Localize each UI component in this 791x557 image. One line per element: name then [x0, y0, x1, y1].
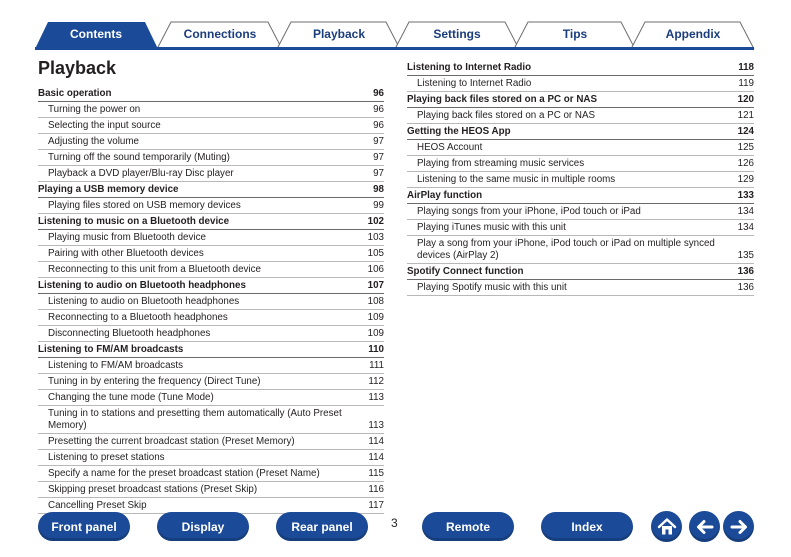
- toc-section-heading[interactable]: [407, 188, 754, 204]
- toc-entry-page: 102: [367, 215, 384, 227]
- toc-section-heading[interactable]: [38, 86, 384, 102]
- toc-entry-page: 105: [367, 247, 384, 259]
- toc-entry[interactable]: [407, 172, 754, 188]
- toc-entry[interactable]: [38, 390, 384, 406]
- toc-entry-page: 97: [373, 151, 384, 163]
- page-number: 3: [391, 516, 398, 530]
- toc-entry[interactable]: [38, 198, 384, 214]
- toc-entry[interactable]: [407, 156, 754, 172]
- toc-entry-page: 108: [367, 295, 384, 307]
- toc-entry[interactable]: [407, 204, 754, 220]
- toc-entry[interactable]: [407, 108, 754, 124]
- forward-button[interactable]: [723, 511, 754, 542]
- toc-entry[interactable]: [407, 140, 754, 156]
- toc-entry-title: Playing from streaming music services: [417, 157, 585, 169]
- toc-entry-title: Changing the tune mode (Tune Mode): [48, 391, 214, 403]
- toc-entry-title: Playing back files stored on a PC or NAS: [407, 93, 598, 105]
- toc-entry-page: 112: [368, 375, 384, 387]
- toc-entry-page: 135: [737, 249, 754, 261]
- toc-entry-title: Reconnecting to this unit from a Bluetooth device: [48, 263, 261, 275]
- toc-entry-title: Getting the HEOS App: [407, 125, 511, 137]
- toc-entry[interactable]: [38, 230, 384, 246]
- toc-entry-page: 116: [368, 483, 384, 495]
- toc-section-heading[interactable]: [407, 60, 754, 76]
- front-panel-button[interactable]: Front panel: [38, 512, 130, 541]
- toc-entry-page: 115: [368, 467, 384, 479]
- toc-entry-title: Listening to music on a Bluetooth device: [38, 215, 230, 227]
- toc-entry-title: Listening to the same music in multiple rooms: [417, 173, 616, 185]
- tab-bar: [0, 0, 791, 52]
- back-button[interactable]: [689, 511, 720, 542]
- toc-section-heading[interactable]: [38, 342, 384, 358]
- toc-entry-title: Playing songs from your iPhone, iPod touch or iPad: [417, 205, 641, 217]
- toc-left-column: [38, 86, 384, 514]
- toc-entry-title: Playing back files stored on a PC or NAS: [417, 109, 596, 121]
- toc-entry-title: Turning the power on: [48, 103, 141, 115]
- tab-connections[interactable]: Connections: [183, 27, 257, 41]
- toc-entry-page: 125: [737, 141, 754, 153]
- toc-entry[interactable]: [38, 246, 384, 262]
- toc-entry-title: Listening to FM/AM broadcasts: [48, 359, 184, 371]
- toc-entry-title: Listening to audio on Bluetooth headphones: [38, 279, 246, 291]
- toc-entry[interactable]: [38, 294, 384, 310]
- toc-entry-page: 114: [368, 451, 384, 463]
- toc-section-heading[interactable]: [38, 214, 384, 230]
- toc-entry-title: Tuning in by entering the frequency (Direct Tune): [48, 375, 261, 387]
- toc-entry-page: 113: [368, 419, 384, 431]
- toc-entry-page: 113: [368, 391, 384, 403]
- tab-contents[interactable]: Contents: [70, 27, 122, 41]
- toc-entry[interactable]: [38, 118, 384, 134]
- toc-section-heading[interactable]: [407, 264, 754, 280]
- tab-appendix[interactable]: Appendix: [665, 27, 721, 41]
- toc-entry[interactable]: [407, 280, 754, 296]
- home-icon: [656, 516, 678, 538]
- toc-entry-page: 106: [367, 263, 384, 275]
- tab-tips[interactable]: Tips: [562, 27, 588, 41]
- toc-entry[interactable]: [38, 466, 384, 482]
- tab-bar-shapes: [0, 0, 791, 52]
- toc-entry-page: 124: [737, 125, 754, 137]
- toc-entry[interactable]: [38, 406, 384, 434]
- toc-entry-title: Playing a USB memory device: [38, 183, 179, 195]
- toc-entry[interactable]: [38, 310, 384, 326]
- toc-entry[interactable]: [38, 358, 384, 374]
- forward-arrow-icon: [728, 516, 750, 538]
- toc-right-column: [407, 60, 754, 296]
- toc-entry-page: 121: [737, 109, 754, 121]
- tab-settings[interactable]: Settings: [433, 27, 481, 41]
- toc-entry-page: 119: [738, 77, 754, 89]
- toc-entry-title: Spotify Connect function: [407, 265, 524, 277]
- toc-entry-page: 96: [373, 87, 384, 99]
- toc-entry-page: 129: [737, 173, 754, 185]
- back-arrow-icon: [694, 516, 716, 538]
- toc-entry-title: Presetting the current broadcast station (Preset Memory): [48, 435, 295, 447]
- toc-entry-title: Listening to preset stations: [48, 451, 165, 463]
- toc-entry-page: 103: [367, 231, 384, 243]
- toc-entry-page: 114: [368, 435, 384, 447]
- page-title: Playback: [38, 58, 117, 78]
- tab-playback[interactable]: Playback: [312, 27, 366, 41]
- toc-entry-title: Tuning in to stations and presetting them automatically (Auto Preset Memory): [48, 407, 342, 431]
- toc-entry-page: 97: [373, 135, 384, 147]
- toc-entry-page: 111: [369, 359, 384, 371]
- toc-entry-title: Playing Spotify music with this unit: [417, 281, 567, 293]
- index-button[interactable]: Index: [541, 512, 633, 541]
- toc-entry-page: 126: [737, 157, 754, 169]
- toc-entry[interactable]: [38, 134, 384, 150]
- toc-entry-title: Reconnecting to a Bluetooth headphones: [48, 311, 228, 323]
- toc-entry-page: 97: [373, 167, 384, 179]
- toc-entry-title: AirPlay function: [407, 189, 483, 201]
- toc-entry-page: 120: [737, 93, 754, 105]
- remote-button[interactable]: Remote: [422, 512, 514, 541]
- toc-entry[interactable]: [38, 434, 384, 450]
- toc-entry-page: 133: [737, 189, 754, 201]
- toc-entry-page: 99: [373, 199, 384, 211]
- toc-entry-title: Cancelling Preset Skip: [48, 499, 147, 511]
- toc-entry-title: Listening to Internet Radio: [407, 61, 532, 73]
- toc-entry-page: 96: [373, 103, 384, 115]
- toc-section-heading[interactable]: [38, 182, 384, 198]
- home-button[interactable]: [651, 511, 682, 542]
- toc-entry-title: Skipping preset broadcast stations (Preset Skip): [48, 483, 258, 495]
- rear-panel-button[interactable]: Rear panel: [276, 512, 368, 541]
- toc-entry-page: 134: [737, 221, 754, 233]
- toc-entry-page: 107: [367, 279, 384, 291]
- toc-entry-title: Playing iTunes music with this unit: [417, 221, 566, 233]
- display-button[interactable]: Display: [157, 512, 249, 541]
- toc-entry[interactable]: [38, 450, 384, 466]
- toc-entry-title: Playing music from Bluetooth device: [48, 231, 206, 243]
- toc-entry-title: Turning off the sound temporarily (Muting): [48, 151, 230, 163]
- toc-entry-title: Playing files stored on USB memory devices: [48, 199, 241, 211]
- toc-entry-page: 96: [373, 119, 384, 131]
- toc-entry-title: Pairing with other Bluetooth devices: [48, 247, 204, 259]
- toc-entry-title: Play a song from your iPhone, iPod touch or iPad on multiple synced devices (AirPlay 2): [417, 237, 715, 261]
- toc-section-heading[interactable]: [407, 92, 754, 108]
- toc-entry[interactable]: [38, 150, 384, 166]
- toc-entry-page: 117: [368, 499, 384, 511]
- toc-entry-page: 136: [737, 265, 754, 277]
- toc-entry-title: Disconnecting Bluetooth headphones: [48, 327, 211, 339]
- toc-entry[interactable]: [38, 326, 384, 342]
- toc-entry-title: HEOS Account: [417, 141, 483, 153]
- toc-entry-title: Adjusting the volume: [48, 135, 139, 147]
- toc-entry-page: 109: [367, 311, 384, 323]
- toc-entry-title: Listening to audio on Bluetooth headphones: [48, 295, 240, 307]
- toc-entry[interactable]: [38, 102, 384, 118]
- toc-entry-title: Listening to FM/AM broadcasts: [38, 343, 184, 355]
- toc-entry-page: 98: [373, 183, 384, 195]
- toc-entry[interactable]: [407, 236, 754, 264]
- toc-entry[interactable]: [38, 374, 384, 390]
- toc-entry-title: Listening to Internet Radio: [417, 77, 532, 89]
- toc-entry[interactable]: [407, 220, 754, 236]
- toc-entry-page: 118: [738, 61, 754, 73]
- toc-section-heading[interactable]: [38, 278, 384, 294]
- toc-entry-page: 136: [737, 281, 754, 293]
- toc-entry[interactable]: [38, 166, 384, 182]
- toc-entry-title: Basic operation: [38, 87, 112, 99]
- toc-entry[interactable]: [38, 262, 384, 278]
- toc-section-heading[interactable]: [407, 124, 754, 140]
- toc-entry-title: Selecting the input source: [48, 119, 161, 131]
- toc-entry-page: 134: [737, 205, 754, 217]
- toc-entry[interactable]: [407, 76, 754, 92]
- toc-entry-page: 110: [368, 343, 384, 355]
- tab-baseline: [35, 47, 754, 50]
- toc-entry-page: 109: [367, 327, 384, 339]
- toc-entry[interactable]: [38, 482, 384, 498]
- toc-entry-title: Specify a name for the preset broadcast station (Preset Name): [48, 467, 320, 479]
- toc-entry-title: Playback a DVD player/Blu-ray Disc player: [48, 167, 234, 179]
